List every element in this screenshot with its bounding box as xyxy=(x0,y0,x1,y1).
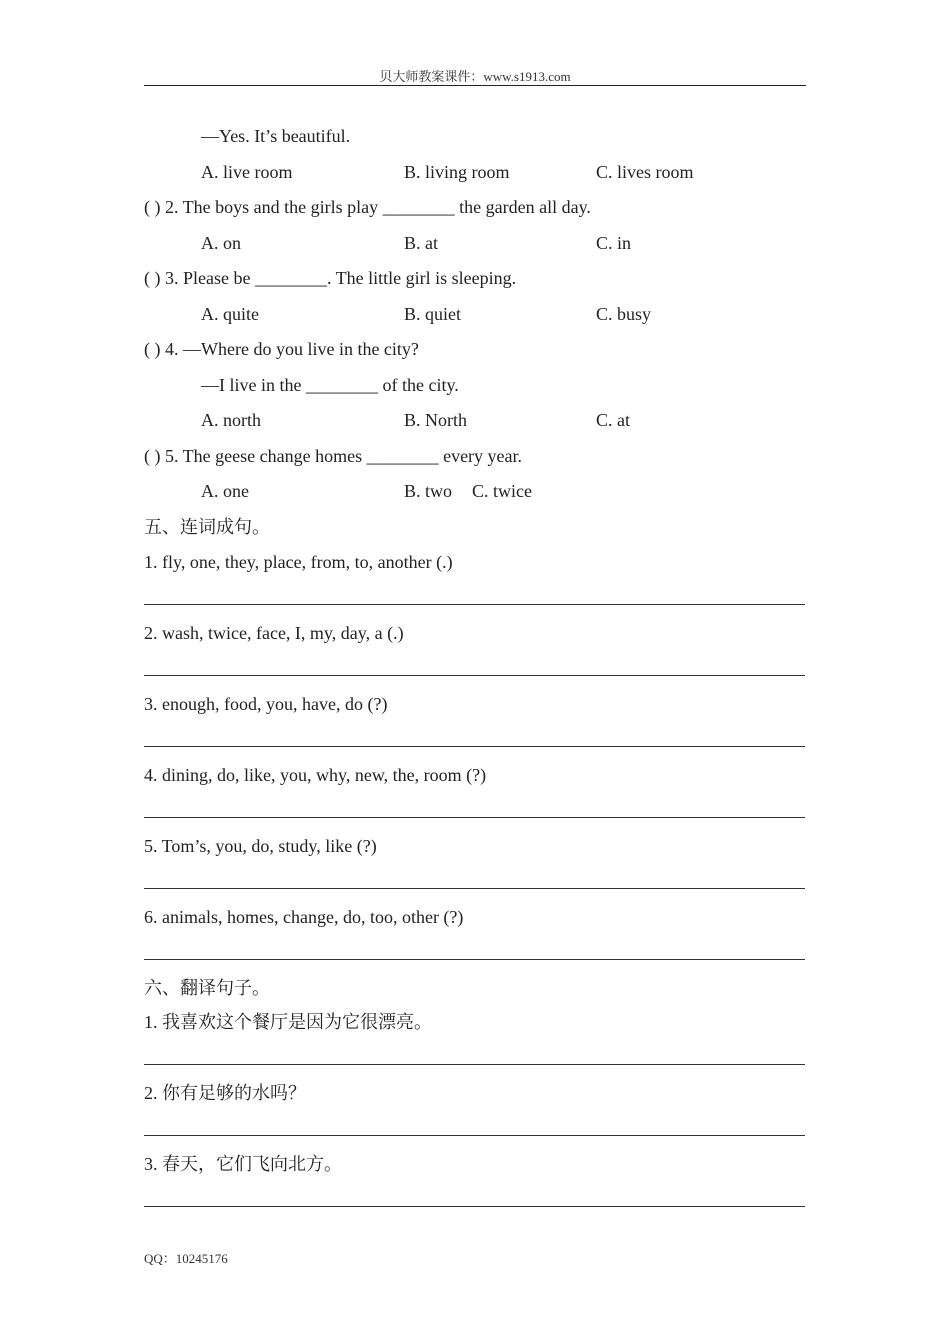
page-header: 贝大师教案课件：www.s1913.com xyxy=(379,69,571,84)
q3-option-a: A. quite xyxy=(201,304,259,324)
answer-line-5-1 xyxy=(144,604,805,605)
q4-option-b: B. North xyxy=(404,410,467,430)
section5-item-5: 5. Tom’s, you, do, study, like (?) xyxy=(144,836,377,856)
page-footer: QQ：10245176 xyxy=(144,1251,228,1266)
q5-stem: ( ) 5. The geese change homes ________ every year. xyxy=(144,446,523,466)
answer-line-6-2 xyxy=(144,1135,805,1136)
q5-option-c: C. twice xyxy=(472,481,532,501)
q5-option-b: B. two xyxy=(404,481,453,501)
q1-answer-line: —Yes. It’s beautiful. xyxy=(201,126,351,146)
section5-item-3: 3. enough, food, you, have, do (?) xyxy=(144,694,388,714)
answer-line-5-3 xyxy=(144,746,805,747)
q2-option-b: B. at xyxy=(404,233,438,253)
header-divider xyxy=(144,85,806,86)
answer-line-5-4 xyxy=(144,817,805,818)
answer-line-5-2 xyxy=(144,675,805,676)
q2-stem: ( ) 2. The boys and the girls play ________ the garden all day. xyxy=(144,197,591,217)
q4-option-a: A. north xyxy=(201,410,261,430)
answer-line-5-6 xyxy=(144,959,805,960)
answer-line-6-1 xyxy=(144,1064,805,1065)
q4-stem-answer: —I live in the ________ of the city. xyxy=(201,375,459,395)
section6-title: 六、翻译句子。 xyxy=(144,978,270,998)
section5-item-4: 4. dining, do, like, you, why, new, the, room (?) xyxy=(144,765,487,785)
answer-line-5-5 xyxy=(144,888,805,889)
q4-option-c: C. at xyxy=(596,410,630,430)
q2-option-c: C. in xyxy=(596,233,632,253)
q1-option-b: B. living room xyxy=(404,162,510,182)
q1-option-a: A. live room xyxy=(201,162,293,182)
q3-option-b: B. quiet xyxy=(404,304,461,324)
section6-item-2: 2. 你有足够的水吗？ xyxy=(144,1083,306,1103)
q1-option-c: C. lives room xyxy=(596,162,694,182)
q4-stem: ( ) 4. —Where do you live in the city? xyxy=(144,339,419,359)
section5-item-2: 2. wash, twice, face, I, my, day, a (.) xyxy=(144,623,404,643)
answer-line-6-3 xyxy=(144,1206,805,1207)
q3-stem: ( ) 3. Please be ________. The little girl is sleeping. xyxy=(144,268,517,288)
section6-item-1: 1. 我喜欢这个餐厅是因为它很漂亮。 xyxy=(144,1012,432,1032)
section5-title: 五、连词成句。 xyxy=(144,517,270,537)
section5-item-6: 6. animals, homes, change, do, too, other (?) xyxy=(144,907,464,927)
q2-option-a: A. on xyxy=(201,233,241,253)
q5-option-a: A. one xyxy=(201,481,249,501)
section6-item-3: 3. 春天，它们飞向北方。 xyxy=(144,1154,342,1174)
q3-option-c: C. busy xyxy=(596,304,652,324)
section5-item-1: 1. fly, one, they, place, from, to, another (.) xyxy=(144,552,453,572)
